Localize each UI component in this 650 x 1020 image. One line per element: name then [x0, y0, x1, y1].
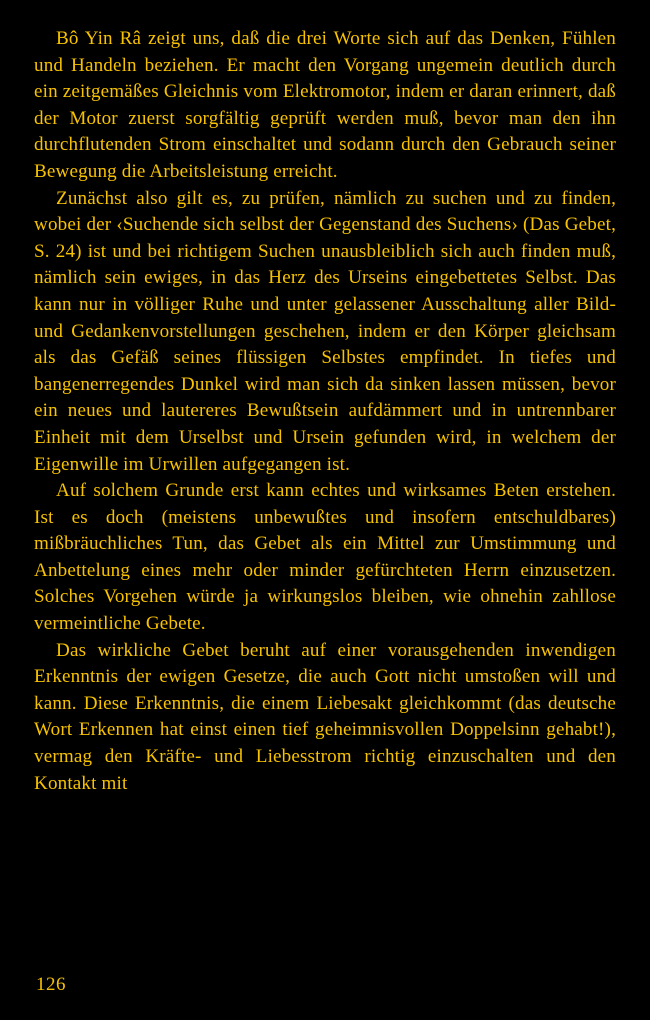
paragraph-1: Bô Yin Râ zeigt uns, daß die drei Worte sich auf das Denken, Fühlen und Handeln beziehen. Er macht den Vorgang ungemein deutlich durch ein zeitgemäßes Gleichnis vom Elektromotor, indem er daran erinnert, daß der Motor zuerst sorgfältig geprüft werden muß, bevor man den ihn durchflutenden Strom einschaltet und sodann durch den Gebrauch seiner Bewegung die Arbeitsleistung erreicht.	[34, 28, 616, 182]
page-number: 126	[36, 974, 66, 995]
paragraph-3: Auf solchem Grunde erst kann echtes und wirksames Beten erstehen. Ist es doch (meistens unbewußtes und insofern entschuldbares) mißbräuchliches Tun, das Gebet als ein Mittel zur Umstimmung und Anbettelung eines mehr oder minder gefürchteten Herrn einzusetzen. Solches Vorgehen würde ja wirkungslos bleiben, wie ohnehin zahllose vermeintliche Gebete.	[34, 480, 616, 635]
page-body	[34, 26, 616, 797]
paragraph-4: Das wirkliche Gebet beruht auf einer vorausgehenden inwendigen Erkenntnis der ewigen Gesetze, die auch Gott nicht umstoßen will und kann. Diese Erkenntnis, die einem Liebesakt gleichkommt (das deutsche Wort Erkennen hat einst einen tief geheimnisvollen Doppelsinn gehabt!), vermag den Kräfte- und Liebesstrom richtig einzuschalten und den Kontakt mit	[34, 639, 616, 794]
paragraph-2: Zunächst also gilt es, zu prüfen, nämlich zu suchen und zu finden, wobei der ‹Suchende sich selbst der Gegenstand des Suchens› (Das Gebet, S. 24) ist und bei richtigem Suchen unausbleiblich sich auch finden muß, nämlich sein ewiges, in das Herz des Urseins eingebettetes Selbst. Das kann nur in völliger Ruhe und unter gelassener Ausschaltung aller Bild- und Gedankenvorstellungen geschehen, indem er den Körper gleichsam als das Gefäß seines flüssigen Selbstes empfindet. In tiefes und bangenerregendes Dunkel wird man sich da sinken lassen müssen, bevor ein neues und lautereres Bewußtsein aufdämmert und in untrennbarer Einheit mit dem Urselbst und Ursein gefunden wird, in welchem der Eigenwille im Urwillen aufgegangen ist.	[34, 187, 616, 475]
